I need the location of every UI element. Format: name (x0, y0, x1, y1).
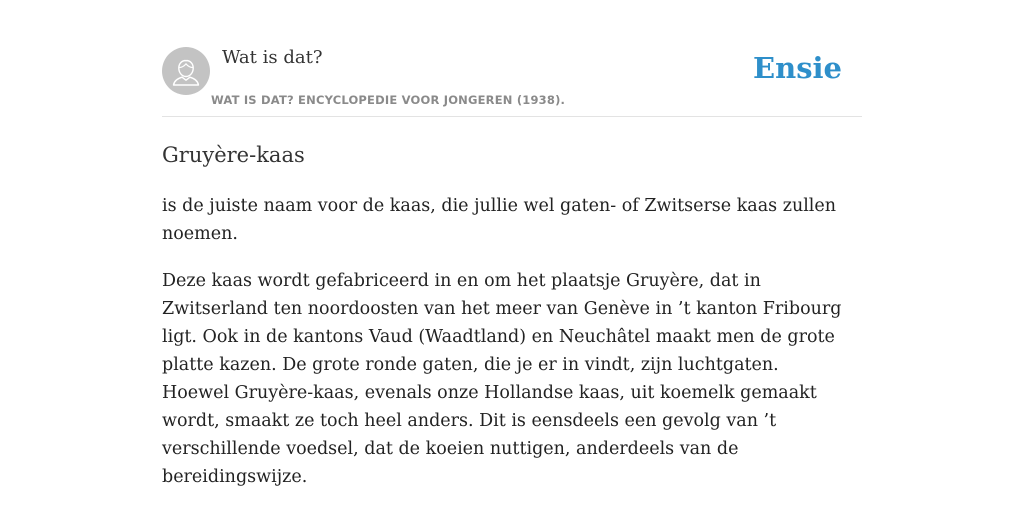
entry-title: Gruyère-kaas (162, 143, 305, 167)
source-subtitle[interactable]: WAT IS DAT? ENCYCLOPEDIE VOOR JONGEREN (1938). (211, 93, 566, 107)
source-title[interactable]: Wat is dat? (222, 47, 323, 68)
article-paragraph-origin: Deze kaas wordt gefabriceerd in en om het plaatsje Gruyère, dat in Zwitserland ten noordoosten van het meer van Genève in ’t kanton Fribourg ligt. Ook in de kantons Vaud (Waadtland) en Neuchâtel maakt men de grote platte kazen. De grote ronde gaten, die je er in vindt, zijn luchtgaten. (162, 271, 842, 375)
source-header (162, 46, 862, 117)
avatar[interactable] (162, 47, 210, 95)
article (162, 140, 862, 491)
article-paragraph-taste: Hoewel Gruyère-kaas, evenals onze Hollandse kaas, uit koemelk gemaakt wordt, smaakt ze toch heel anders. Dit is eensdeels een gevolg van ’t verschillende voedsel, dat de koeien nuttigen, anderdeels van de bereidingswijze. (162, 383, 817, 487)
user-outline-icon (162, 47, 210, 95)
ensie-logo[interactable]: Ensie (753, 51, 842, 85)
article-paragraph-intro: is de juiste naam voor de kaas, die jullie wel gaten- of Zwitserse kaas zullen noemen. (162, 196, 837, 244)
